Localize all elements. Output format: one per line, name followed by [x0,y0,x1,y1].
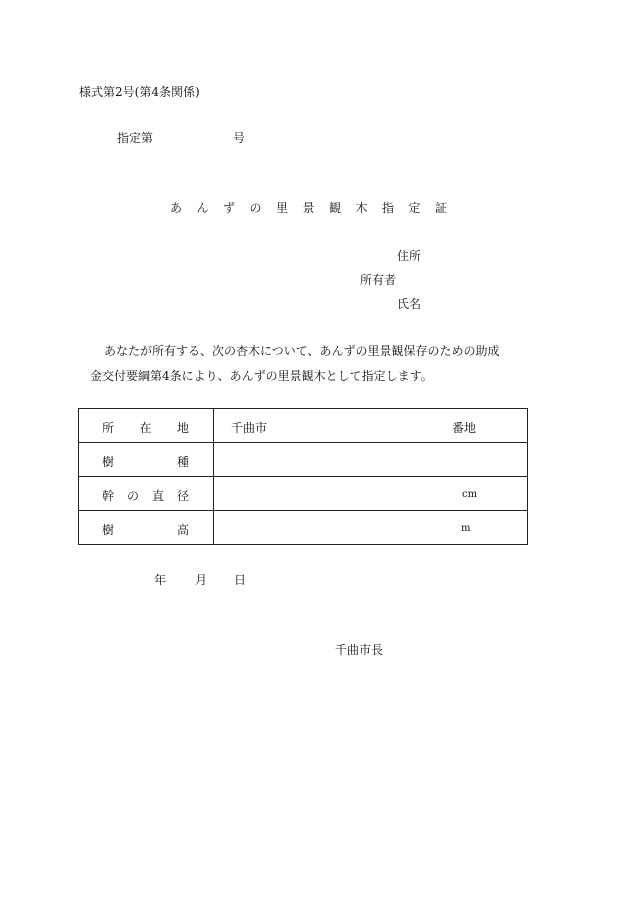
owner-name-label: 氏名 [397,297,422,311]
tree-info-table [78,408,528,545]
certificate-title: あんずの里景観木指定証 [170,201,462,215]
designation-number-prefix: 指定第 [117,131,154,145]
species-label-cell [79,443,214,477]
date-month-label: 月 [195,573,208,587]
issuer-mayor: 千曲市長 [335,643,384,657]
height-value-cell [214,511,528,545]
height-label-cell [79,511,214,545]
height-unit: m [461,523,471,534]
diameter-unit: cm [462,489,478,500]
table-row-height [79,511,528,545]
diameter-value-cell [214,477,528,511]
date-year-label: 年 [154,573,167,587]
body-text-line-2: 金交付要綱第4条により、あんずの里景観木として指定します。 [90,369,433,383]
table-row-diameter [79,477,528,511]
location-lot-number-label: 番地 [452,421,477,435]
location-city: 千曲市 [231,421,268,435]
date-day-label: 日 [234,573,247,587]
diameter-label-cell [79,477,214,511]
location-label-cell [79,409,214,443]
designation-number-suffix: 号 [233,131,246,145]
table-row-species [79,443,528,477]
table-row-location [79,409,528,443]
body-text-line-1: あなたが所有する、次の杏木について、あんずの里景観保存のための助成 [104,344,500,358]
location-label: 所 在 地 [102,421,189,435]
owner-label: 所有者 [360,273,397,287]
diameter-label: 幹 の 直 径 [102,489,189,503]
species-label: 樹 種 [102,455,189,469]
species-value-cell [214,443,528,477]
height-label: 樹 高 [102,523,189,537]
owner-address-label: 住所 [397,249,422,263]
form-number: 様式第2号(第4条関係) [79,85,200,99]
location-value-cell [214,409,528,443]
